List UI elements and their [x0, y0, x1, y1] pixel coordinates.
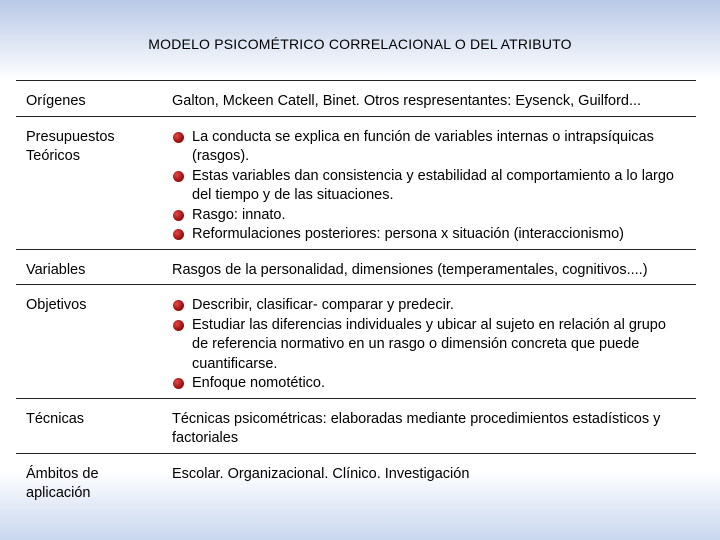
row-content: Escolar. Organizacional. Clínico. Investigación: [172, 465, 470, 482]
table-row-variables: [16, 250, 696, 286]
list-item: Describir, clasificar- comparar y predecir.: [172, 296, 686, 316]
list-item: Estas variables dan consistencia y estabilidad al comportamiento a lo largo del tiempo y de las situaciones.: [172, 167, 686, 206]
slide-title: MODELO PSICOMÉTRICO CORRELACIONAL O DEL ATRIBUTO: [148, 36, 572, 52]
bullet-icon: [173, 171, 184, 182]
row-label: Ámbitos de aplicación: [26, 465, 99, 501]
bullet-icon: [173, 210, 184, 221]
bullet-list: [172, 128, 686, 245]
list-item: Reformulaciones posteriores: persona x situación (interaccionismo): [172, 225, 686, 245]
list-item: Estudiar las diferencias individuales y ubicar al sujeto en relación al grupo de referencia normativo en un rasgo o dimensión concreta que puede cuantificarse.: [172, 316, 686, 375]
list-item: La conducta se explica en función de variables internas o intrapsíquicas (rasgos).: [172, 128, 686, 167]
bullet-list: [172, 296, 686, 394]
table-row-objetivos: [16, 285, 696, 399]
table-row-tecnicas: [16, 399, 696, 454]
list-item: Rasgo: innato.: [172, 206, 686, 226]
row-content: Galton, Mckeen Catell, Binet. Otros respresentantes: Eysenck, Guilford...: [172, 93, 642, 109]
table-row-origenes: [16, 81, 696, 117]
table-row-presupuestos: [16, 117, 696, 250]
row-label: Variables: [26, 261, 86, 278]
content-table: [16, 80, 696, 508]
bullet-icon: [173, 229, 184, 240]
row-content: [172, 296, 696, 394]
bullet-icon: [173, 378, 184, 389]
bullet-icon: [173, 300, 184, 311]
row-content: Rasgos de la personalidad, dimensiones (temperamentales, cognitivos....): [172, 261, 648, 278]
row-content: Técnicas psicométricas: elaboradas mediante procedimientos estadísticos y factoriales: [172, 410, 661, 446]
row-label: Presupuestos Teóricos: [26, 128, 115, 164]
row-label: Técnicas: [26, 410, 85, 427]
row-label: Objetivos: [26, 297, 87, 313]
table-row-ambitos: [16, 454, 696, 508]
bullet-icon: [173, 132, 184, 143]
bullet-icon: [173, 320, 184, 331]
list-item: Enfoque nomotético.: [172, 374, 686, 394]
row-label: Orígenes: [26, 93, 86, 109]
row-content: [172, 128, 696, 245]
